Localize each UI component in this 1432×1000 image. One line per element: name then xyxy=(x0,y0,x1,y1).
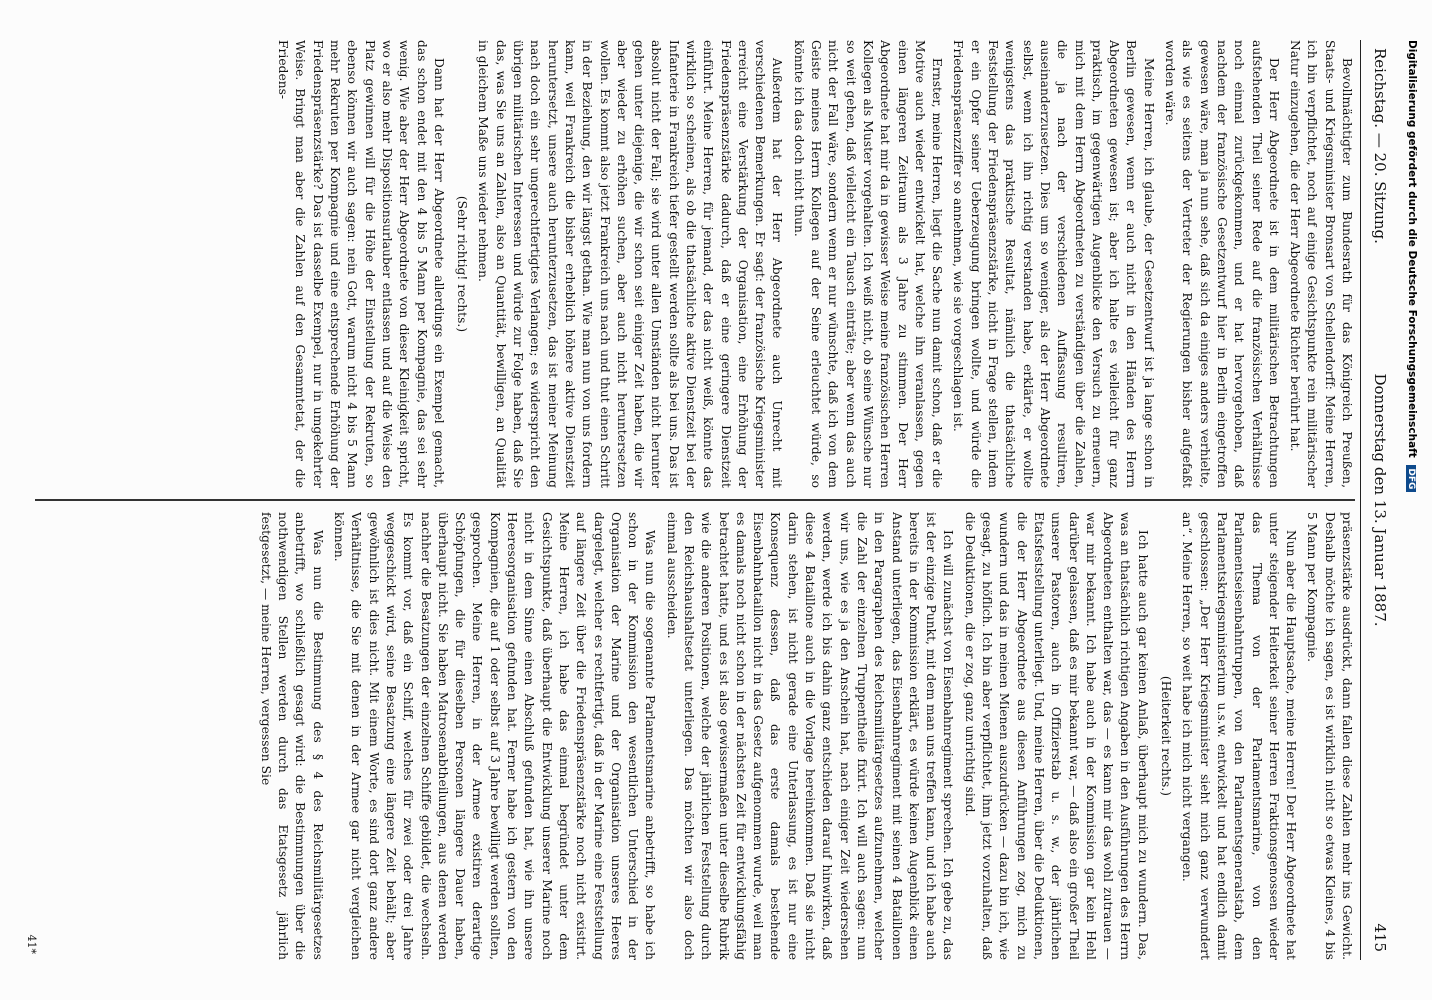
page-number: 415 xyxy=(1371,923,1389,952)
dfg-notice xyxy=(1404,40,1418,680)
paragraph: Ernster, meine Herren, liegt die Sache nun damit schon, daß er die Motive auch wieder entwickelt hat, welche ihn veranlassen, gegen einen längeren Zeitraum als 3 Jahre zu stimmen. Der Herr Abgeordnete hat mir da in gewisser Weise meine französischen Herren Kollegen als Muster vorgehalten. Ich weiß nicht, ob seine Wünsche nur so weit gehen, daß vielleicht ein Tausch einträte; aber wenn das auch nicht der Fall wäre, sondern wenn er nur wünschte, daß ich von dem Geiste meines Herrn Kollegen auf der Seine erleuchtet würde, so könnte ich das doch nicht thun. xyxy=(791,40,945,488)
rotated-page-content xyxy=(25,40,1395,960)
left-column xyxy=(35,40,1355,488)
header-session: Reichstag. — 20. Sitzung. xyxy=(1371,48,1389,244)
paragraph: Dann hat der Herr Abgeordnete allerdings ein Exempel gemacht, das schon endet mit den 4 bis 5 Mann per Kompagnie, das sei sehr wenig. Wie aber der Herr Abgeordnete von dieser Kleinigkeit spricht, wo er also mehr Dispositionsurlauber entlassen und auf die Weise den Platz gewinnen will für die Höhe der Einstellung der Rekruten, so ebenso können wir auch sagen: nein Gott, warum nicht 4 bis 5 Mann mehr Rekruten per Kompagnie und eine entsprechende Erhöhung der Friedenspräsenzstärke? Das ist dasselbe Exempel, nur in umgekehrter Weise. Bringt man aber die Zahlen auf den Gesammtetat, der die Friedens- xyxy=(276,40,446,488)
column-divider xyxy=(35,499,1355,501)
paragraph: Was nun die Bestimmung des § 4 des Reichsmilitärgesetzes anbetrifft, wo schließlich gesagt wird: die Bestimmungen über die nothwendigen Stellen werden durch das Etatsgesetz jährlich festgesetzt, — meine Herren, vergessen Sie xyxy=(258,512,325,960)
page-header xyxy=(1360,40,1395,960)
paragraph: Meine Herren, ich glaube, der Gesetzentwurf ist ja lange schon in Berlin gewesen, wenn er auch nicht in den Händen des Herrn Abgeordneten gewesen ist; aber ich halte es vielleicht für ganz praktisch, im gegenwärtigen Augenblicke den Versuch zu erneuern, mich mit dem Herrn Abgeordneten zu verständigen über die Zahlen, die ja nach der verschiedenen Auffassung resultiren, auseinanderzusetzen. Dies um so weniger, als der Herr Abgeordnete selbst, wenn ich ihn richtig verstanden habe, erklärte, er wollte wenigstens das praktische Resultat, nämlich die thatsächliche Feststellung der Friedenspräsenzstärke, nicht in Frage stellen, indem er ein Opfer seiner Ueberzeugung bringen wollte, und würde die Friedenspräsenzziffer so annehmen, wie sie vorgeschlagen ist. xyxy=(951,40,1156,488)
interjection: (Sehr richtig! rechts.) xyxy=(455,195,470,333)
paragraph: Ich hatte auch gar keinen Anlaß, überhaupt mich zu wundern. Das, was an thatsächlich richtigen Angaben in den Ausführungen des Herrn Abgeordneten enthalten war, das — es kann mir das wohl zutrauen — war mir bekannt. Ich habe auch in der Kommission gar kein Hehl darüber gelassen, daß es mir bekannt war, — daß also ein großer Theil unserer Pastoren, auch in Offizierstab u. s. w., der jährlichen Etatsfeststellung unterliegt. Und, meine Herren, über die Deduktionen, die der Herr Abgeordnete aus diesen Anführungen zog, mich zu wundern und das in meinen Mienen auszudrücken — dazu bin ich, wie gesagt, zu höflich. Ich bin aber verpflichtet, ihm jetzt vorzuhalten, daß die Deduktionen, die er zog, ganz unrichtig sind. xyxy=(962,512,1150,960)
dfg-notice-text: Digitalisierung gefördert durch die Deutsche Forschungsgemeinschaft xyxy=(1406,40,1418,458)
paragraph: Was nun die sogenannte Parlamentsmarine anbetrifft, so habe ich schon in der Kommission den wesentlichen Unterschied in der Organisation der Marine und der Organisation unseres Heeres dargelegt, welcher es rechtfertigt, daß in der Marine eine Feststellung auf längere Zeit über die Friedenspräsenzstärke noch nicht existirt. Meine Herren, ich habe das einmal begründet unter dem Gesichtspunkte, daß überhaupt die Entwicklung unserer Marine noch nicht in dem Sinne einen Abschluß gefunden hat, wie ihn unsere Heeresorganisation gefunden hat. Ferner habe ich gestern von den Kompagnien, die auf 1 oder selbst auf 3 Jahre bewilligt werden sollten, gesprochen. Meine Herren, in der Armee existiren derartige Schöpfungen, die für dieselben Personen längere Dauer haben, überhaupt nicht. Sie haben Matrosenabtheilungen, aus denen werden nachher die Besatzungen der einzelnen Schiffe gebildet, die wechseln. Es kommt vor, daß ein Schiff, welches für zwei oder drei Jahre weggeschickt wird, seine Besatzung eine längere Zeit behält; aber gewöhnlich ist dies nicht. Mit einem Worte, es sind dort ganz andere Verhältnisse, die Sie mit denen in der Armee gar nicht vergleichen können. xyxy=(332,512,658,960)
paragraph: Außerdem hat der Herr Abgeordnete auch Unrecht mit verschiedenen Bemerkungen. Er sagt: der französische Kriegsminister erreicht eine Verstärkung der Organisation, eine Erhöhung der Friedenspräsenzstärke dadurch, daß er eine geringere Dienstzeit einführt. Meine Herren, für jemand, der das nicht weiß, könnte das wirklich so scheinen, als ob die thatsächliche aktive Dienstzeit bei der Infanterie in Frankreich tiefer gestellt werden sollte als bei uns. Das ist absolut nicht der Fall; sie wird unter allen Umständen nicht herunter gehen unter diejenige, die wir schon seit einiger Zeit haben, die wir aber wieder zu erhöhen suchen, aber auch nicht heruntersetzen wollen. Es kommt also jetzt Frankreich uns nach und thut einen Schritt in der Beziehung, den wir längst gethan. Wie man nun von uns fordern kann, weil Frankreich die bisher erheblich höhere aktive Dienstzeit heruntersetzt, unsere auch herunterzusetzen, das ist meiner Meinung nach doch ein sehr ungerechtfertigtes Verlangen; es widerspricht den übrigen militärischen Interessen und würde zur Folge haben, daß Sie das, was Sie uns an Zahlen, also an Quantität, bewilligen, an Qualität in gleichem Maße uns wieder nehmen. xyxy=(476,40,785,488)
interjection: (Heiterkeit rechts.) xyxy=(1159,675,1174,797)
paragraph: Ich will zunächst von Eisenbahnregiment sprechen. Ich gebe zu, das ist der einzige Punkt, mit dem man uns treffen kann, und ich habe auch bereits in der Kommission erklärt, es würde keinen Augenblick einen Anstand unterliegen, das Eisenbahnregiment mit seinen 4 Bataillonen in den Paragraphen des Reichsmilitärgesetzes aufzunehmen, welcher die Zahl der einzelnen Truppentheile fixirt. Ich will auch sagen: nun wir uns, wie es ja den Anschein hat, nach einiger Zeit wiedersehen werden, werde ich bis dahin ganz entschieden darauf hinwirken, daß diese 4 Bataillone auch in die Vorlage hereinkommen. Daß sie nicht darin stehen, ist nicht gerade eine Unterlassung, es ist nur eine Konsequenz dessen, daß das erste damals bestehende Eisenbahnbataillon nicht in das Gesetz aufgenommen wurde, weil man es damals noch nicht schon in der nächsten Zeit für entwicklungsfähig betrachtet hatte, und es ist also gewissermaßen unter dieselbe Rubrik wie die anderen Positionen, welche der jährlichen Feststellung durch den Reichshaushaltsetat unterliegen. Das möchten wir also doch einmal ausscheiden. xyxy=(664,512,956,960)
text-columns xyxy=(35,40,1355,960)
signature-mark: 41* xyxy=(25,934,38,954)
header-date: Donnerstag den 13. Januar 1887. xyxy=(1371,373,1389,627)
dfg-logo: DFG xyxy=(1406,465,1416,492)
paragraph: Nun aber die Hauptsache, meine Herren! Der Herr Abgeordnete hat unter steigender Heiterkeit seiner Herren Fraktionsgenossen wieder das Thema von der Parlamentsmarine, von den Parlamentseisenbahntruppen, von den Parlamentsgeneralstab, dem Parlamentskriegsministerium u.s.w. entwickelt und hat endlich damit geschlossen: „Der Herr Kriegsminister sieht mich ganz verwundert an“. Meine Herren, so weit habe ich mich nicht vergangen. xyxy=(1180,512,1299,960)
paragraph: Der Herr Abgeordnete ist in dem militärischen Betrachtungen aufstehenden Theil seiner Rede auf die französischen Verhältnisse noch einmal zurückgekommen, und er hat hervorgehoben, daß nachdem der französische Gesetzentwurf hier in Berlin eingetroffen gewesen wäre, man ja nun sehe, daß sich da einiges anders verhielte, als wie es seitens der Vertreter der Regierungen bisher aufgefaßt worden wäre. xyxy=(1163,40,1281,488)
right-column xyxy=(35,512,1355,960)
paragraph: präsenzstärke ausdrückt, dann fallen diese Zahlen mehr ins Gewicht. Deshalb möchte ich sagen, es ist wirklich nicht so etwas Kleines, 4 bis 5 Mann per Kompagnie. xyxy=(1305,512,1354,960)
paragraph: Bevollmächtigter zum Bundesrath für das Königreich Preußen, Staats- und Kriegsminister Bronsart von Schellendorff: Meine Herren, ich bin verpflichtet, noch auf einige Gesichtspunkte rein militärischer Natur einzugehen, die der Herr Abgeordnete Richter berührt hat. xyxy=(1288,40,1354,488)
